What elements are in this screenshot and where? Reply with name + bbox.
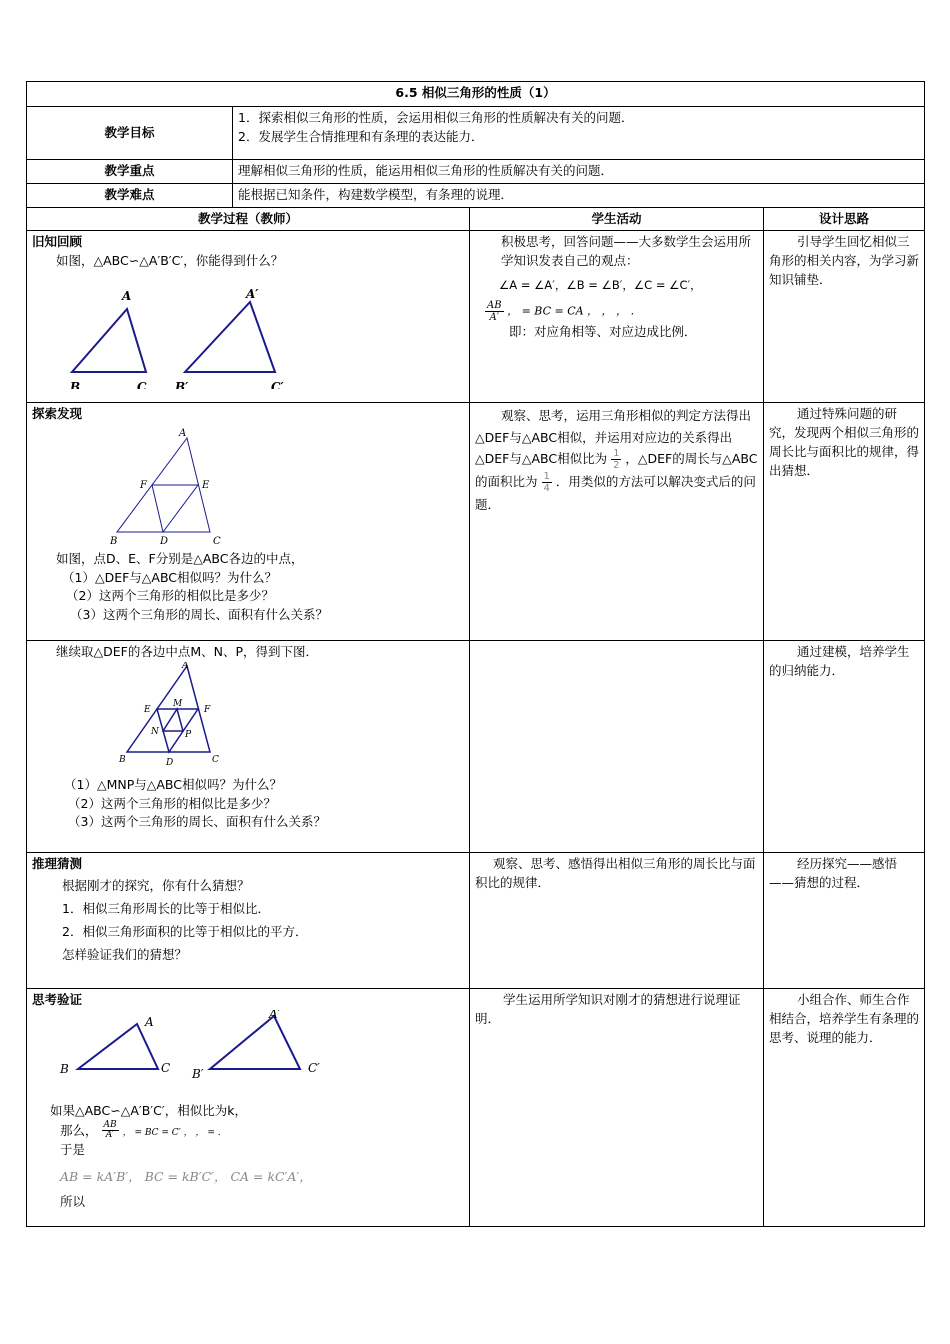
verify-fraction-tail: ， = BC = C′ ， ， = ． [122,1127,227,1138]
label-b: B [60,1062,69,1076]
label-c: C [137,379,147,389]
triangle-abc-prime [210,1016,300,1069]
student-header: 学生活动 [470,207,764,231]
explore-q1: （1）△DEF与△ABC相似吗？为什么？ [62,569,278,585]
review-design [764,231,925,403]
review-conclusion: 即：对应角相等、对应边成比例． [509,324,697,339]
label-c: C [213,536,221,544]
label-m: M [173,699,183,709]
explore-q2: （2）这两个三角形的相似比是多少？ [66,588,274,604]
conjecture-section [27,853,470,989]
design-header: 设计思路 [764,207,925,231]
review-fraction [485,300,504,323]
explore-design-text: 通过特殊问题的研究，发现两个相似三角形的周长比与面积比的规律，得出猜想． [769,406,920,478]
explore-student-b: ，△DEF的周长与△ABC的面积比为 [475,450,758,489]
review-design-text: 引导学生回忆相似三角形的相关内容，为学习新知识铺垫． [769,234,920,287]
quarter-fraction [542,471,552,494]
verify-fraction [102,1121,119,1142]
lesson-plan-table [26,81,925,1227]
verify-fraction-denominator: A′ [105,1130,115,1141]
explore-title: 探索发现 [32,406,83,422]
label-f: F [204,705,211,715]
variant-intro: 继续取△DEF的各边中点M、N、P，得到下图． [56,644,319,660]
verify-line-2: 那么， [60,1122,98,1138]
label-a: A [179,428,187,439]
explore-intro: 如图，点D、E、F分别是△ABC各边的中点， [56,550,304,566]
key-point-text: 理解相似三角形的性质，能运用相似三角形的性质解决有关的问题． [233,160,925,184]
verify-student-text: 学生运用所学知识对刚才的猜想进行说理证明． [475,992,741,1026]
verify-line-3: 于是 [60,1142,86,1158]
label-a: A [122,288,132,303]
variant-student [470,641,764,853]
conjecture-student-text: 观察、思考、感悟得出相似三角形的周长比与面积比的规律． [475,856,756,890]
label-c: C [161,1061,171,1075]
triangle-abc [72,309,146,372]
label-p: P [185,730,192,740]
verify-title: 思考验证 [32,992,83,1008]
label-a: A [145,1015,154,1029]
review-student-text: 积极思考，回答问题——大多数学生会运用所学知识发表自己的观点： [501,234,752,268]
variant-design-text: 通过建模，培养学生的归纳能力． [769,644,910,678]
conjecture-line-3: 2．相似三角形面积的比等于相似比的平方． [62,924,308,940]
explore-design [764,403,925,641]
verify-student [470,989,764,1227]
key-point-label: 教学重点 [27,160,233,184]
label-b-prime: B′ [175,379,189,389]
label-e: E [202,480,210,491]
label-a: A [182,662,189,671]
variant-design [764,641,925,853]
nested-midpoint-figure [82,662,342,770]
objective-item-1: 1．探索相似三角形的性质，会运用相似三角形的性质解决有关的问题． [238,110,634,125]
review-student [470,231,764,403]
variant-section [27,641,470,853]
review-section [27,231,470,403]
label-b: B [110,536,118,544]
label-d: D [166,758,174,768]
midpoint-triangle-figure [82,424,342,544]
explore-student [470,403,764,641]
label-e: E [144,705,151,715]
explore-student-c: ．用类似的方法可以解决变式后的问题． [475,473,756,512]
label-d: D [160,536,169,544]
triangle-abc-prime [185,302,275,372]
label-a-prime: A′ [269,1010,281,1021]
explore-section [27,403,470,641]
label-b: B [119,755,126,765]
objectives-label: 教学目标 [27,107,233,160]
quarter-denominator: 4 [543,482,550,494]
verify-line-1: 如果△ABC∽△A′B′C′，相似比为k， [50,1102,247,1118]
half-numerator: 1 [613,447,620,459]
variant-q1: （1）△MNP与△ABC相似吗？为什么？ [64,776,282,792]
conjecture-line-4: 怎样验证我们的猜想？ [62,947,188,963]
conjecture-line-2: 1．相似三角形周长的比等于相似比． [62,901,270,917]
label-c-prime: C′ [271,379,284,389]
conjecture-student [470,853,764,989]
explore-q3: （3）这两个三角形的周长、面积有什么关系？ [70,607,328,622]
process-header: 教学过程（教师） [27,207,470,231]
review-fraction-tail: ， = BC = CA ， ， ， ． [507,304,642,318]
verify-line-4: 所以 [60,1193,86,1209]
conjecture-design [764,853,925,989]
objectives-content [233,107,925,160]
explore-student-a: 观察、思考，运用三角形相似的判定方法得出△DEF与△ABC相似，并运用对应边的关系得出△DEF与△ABC相似比为 [475,408,752,466]
verify-section [27,989,470,1227]
difficulty-label: 教学难点 [27,183,233,207]
triangle-mnp [163,709,183,731]
fraction-numerator: AB [487,300,502,311]
label-b: B [70,379,81,389]
similar-triangles-figure [32,271,292,389]
verify-triangles-figure [32,1010,362,1096]
verify-design-text: 小组合作、师生合作相结合，培养学生有条理的思考、说理的能力． [769,992,920,1045]
label-b-prime: B′ [192,1067,204,1081]
conjecture-title: 推理猜测 [32,856,83,872]
half-denominator: 2 [613,459,620,471]
triangle-abc [78,1024,158,1069]
conjecture-design-text: 经历探究——感悟——猜想的过程． [769,856,898,890]
verify-fraction-numerator: AB [103,1119,117,1130]
label-f: F [140,480,147,491]
review-angles: ∠A = ∠A′，∠B = ∠B′，∠C = ∠C′， [499,277,702,292]
label-c-prime: C′ [308,1061,320,1075]
triangle-def [152,485,198,532]
fraction-denominator: A′ [489,312,500,323]
label-c: C [212,755,219,765]
lesson-title: 6.5 相似三角形的性质（1） [27,82,925,107]
conjecture-line-1: 根据刚才的探究，你有什么猜想？ [62,878,250,893]
verify-equation: AB = kA′B′， BC = kB′C′， CA = kC′A′， [60,1169,312,1185]
verify-design [764,989,925,1227]
quarter-numerator: 1 [543,470,550,482]
label-a-prime: A′ [246,286,259,301]
half-fraction [611,448,621,471]
review-title: 旧知回顾 [32,234,83,250]
objective-item-2: 2．发展学生合情推理和有条理的表达能力． [238,128,484,144]
label-n: N [151,727,159,737]
variant-q2: （2）这两个三角形的相似比是多少？ [68,795,276,811]
review-prompt: 如图，△ABC∽△A′B′C′，你能得到什么？ [56,253,284,268]
variant-q3: （3）这两个三角形的周长、面积有什么关系？ [68,814,326,830]
difficulty-text: 能根据已知条件，构建数学模型，有条理的说理． [233,183,925,207]
